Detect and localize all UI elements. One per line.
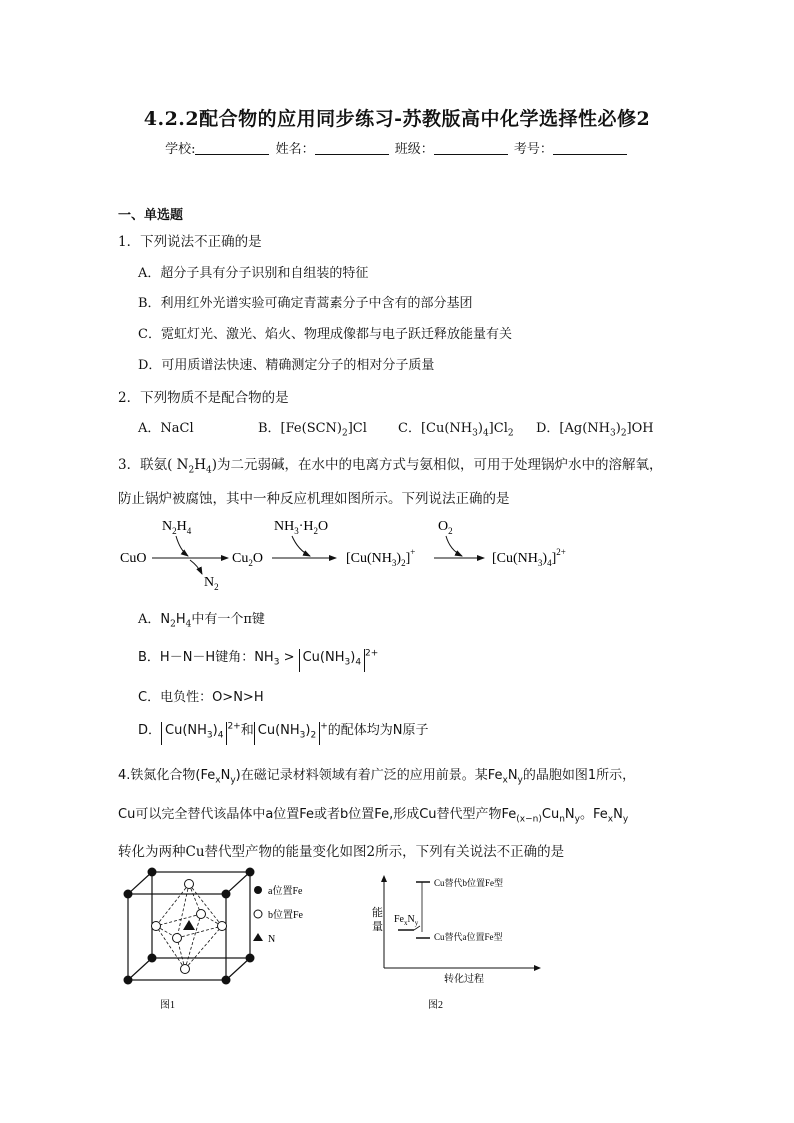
q4-l1-sub2: y [230,775,236,786]
cu2o-label: $Cu_2O$ [232,551,263,568]
q2-b-text: B．[Fe(SCN) [258,421,342,436]
q3-d-c1-sup: 2+ [227,721,241,732]
q3-b-complex-b: ) [350,650,356,665]
q3-option-b[interactable] [138,646,378,672]
section-title: 一、单选题 [118,208,184,223]
figure-2-caption: 图2 [428,1000,443,1011]
q3-d-complex1: Cu(NH [165,723,207,738]
n2h4-curve-arrow [176,536,188,556]
q2-option-b[interactable] [258,417,367,439]
q3-stem-line2: 防止锅炉被腐蚀，其中一种反应机理如图所示。下列说法正确的是 [118,491,510,507]
q4-l1-a: 4.铁氮化合物(Fe [118,768,216,783]
page-title: 4.2.2配合物的应用同步练习-苏教版高中化学选择性必修2 [143,108,651,130]
reactant-label: $Fe_xN_y$ [394,914,419,927]
q3-a-formula: N [160,612,171,627]
q1-option-a[interactable]: A．超分子具有分子识别和自组装的特征 [138,266,369,281]
y-axis-label-2: 量 [372,921,383,933]
cuo-label: CuO [120,551,147,566]
figure-1-unit-cell [110,862,340,1014]
q3-a-prefix: A． [138,612,161,627]
n2h4-label: $N_2H_4$ [162,519,192,536]
figure-1-caption: 图1 [160,1000,175,1011]
q4-l2-c: N [564,807,575,822]
n-atom [183,920,195,930]
class-label: 班级： [394,142,434,157]
q3-option-c[interactable]: C．电负性：O>N>H [138,690,264,705]
q3-d-complex2: Cu(NH [257,723,300,738]
q2-c-mid2: ]Cl [488,421,508,436]
q4-l1-sub1: x [215,775,221,786]
q1-option-b[interactable]: B．利用红外光谱实验可确定青蒿素分子中含有的部分基团 [138,296,473,311]
q3-d-bracket2 [254,722,320,745]
q2-option-a[interactable]: A．NaCl [138,421,194,436]
q4-l2-sub5: y [622,814,629,825]
legend-a-icon [254,886,262,894]
q3-a-sub2: 4 [185,619,192,630]
q3-d-c1-b: ) [212,723,218,738]
nh3-curve-arrow [292,536,310,556]
student-info-line [0,138,794,157]
q2-c-sub3: 2 [507,428,514,439]
q2-d-text: D．[Ag(NH [536,421,610,436]
q3-d-c2-sup: + [320,721,328,732]
q3-option-a[interactable] [138,608,265,630]
q2-d-sub1: 3 [610,428,616,439]
q4-line1 [118,764,635,786]
id-field[interactable] [553,141,627,155]
q4-line3: 转化为两种Cu替代型产物的能量变化如图2所示，下列有关说法不正确的是 [118,844,565,860]
q2-option-d[interactable] [536,417,654,439]
q3-stem-b: H [194,457,206,473]
q2-d-sub2: 2 [620,428,627,439]
q3-a-formula-b: H [175,612,186,627]
y-axis-label-1: 能 [372,907,383,919]
q2-c-sub1: 3 [472,428,478,439]
q4-l2-sub1: (x−n) [516,814,542,825]
q4-l1-sub3: x [502,775,508,786]
legend-n-label: N [268,934,276,945]
q2-c-text: C．[Cu(NH [398,421,473,436]
q4-l2-e: N [613,807,623,822]
q2-stem: 2．下列物质不是配合物的是 [118,390,289,406]
q3-d-prefix: D． [138,723,162,738]
school-label: 学校: [165,142,196,157]
q3-d-and: 和 [240,723,254,738]
q2-d-suffix: ]OH [626,421,654,436]
q4-l1-d: N [507,768,518,783]
q3-stem-sub1: 2 [188,465,195,476]
q1-option-c[interactable]: C．霓虹灯光、激光、焰火、物理成像都与电子跃迁释放能量有关 [138,327,512,342]
high-level-label: Cu替代b位置Fe型 [434,878,504,888]
q3-b-bracket [299,649,365,672]
n2-label: $N_2$ [204,575,219,592]
o2-curve-arrow [446,536,462,556]
q3-b-complex-sub1: 3 [344,657,351,668]
o2-label: $O_2$ [438,519,453,536]
complex1-label: $[Cu(NH_3)_2]^+$ [346,547,416,568]
reaction-mechanism-diagram [110,510,630,595]
q3-d-c2-b: ) [305,723,311,738]
q1-stem: 1．下列说法不正确的是 [118,234,262,250]
q4-l2-sub4: x [607,814,614,825]
low-level-label: Cu替代a位置Fe型 [434,932,503,942]
school-field[interactable] [195,141,269,155]
q4-line2 [118,803,628,825]
q2-option-c[interactable] [398,417,514,439]
figure-2-energy-diagram [360,868,560,1014]
name-field[interactable] [315,141,389,155]
legend-n-icon [253,933,263,941]
q3-stem-c: )为二元弱碱，在水中的电离方式与氨相似，可用于处理锅炉水中的溶解氧， [211,457,663,473]
class-field[interactable] [434,141,508,155]
q2-d-mid: ) [615,421,621,436]
q4-l1-b: N [220,768,231,783]
q2-c-sub2: 4 [482,428,489,439]
q3-stem [118,453,663,476]
q3-d-suffix: 的配体均为N原子 [327,723,429,738]
complex2-label: $[Cu(NH_3)_4]^{2+}$ [492,547,566,568]
q3-stem-a: 3．联氨( N [118,457,189,473]
q2-b-suffix: ]Cl [347,421,367,436]
q3-a-sub1: 2 [170,619,176,630]
q3-b-prefix: B．H－N－H键角：NH [138,650,274,665]
q3-d-c2-sub2: 2 [310,730,317,741]
q3-d-c1-sub1: 3 [206,730,213,741]
q4-l2-sub2: n [559,814,565,825]
legend-a-label: a位置Fe [268,886,303,897]
q3-d-c1-sub2: 4 [217,730,224,741]
q4-l2-b: Cu [541,807,560,822]
q3-b-gt: > [279,650,295,665]
q3-option-d[interactable] [138,719,428,745]
q3-b-complex-sub2: 4 [355,657,362,668]
q4-l1-e: 的晶胞如图1所示， [522,768,636,783]
q4-l2-sub3: y [574,814,580,825]
id-label: 考号： [513,142,553,157]
name-label: 姓名： [275,142,315,157]
x-axis-label: 转化过程 [444,974,484,985]
q3-b-complex: Cu(NH [302,650,345,665]
nh3h2o-label: $NH_3\cdot H_2O$ [274,519,329,536]
q2-c-mid: ) [477,421,483,436]
q2-b-sub: 2 [342,428,348,439]
n2-curve-arrow [190,560,202,574]
q1-option-d[interactable]: D．可用质谱法快速、精确测定分子的相对分子质量 [138,358,435,373]
q3-a-suffix: 中有一个π键 [191,612,265,627]
q3-stem-sub2: 4 [205,465,212,476]
q3-b-sup: 2+ [365,648,379,659]
q4-l1-c: )在磁记录材料领域有着广泛的应用前景。某Fe [235,768,503,783]
q4-l2-d: 。Fe [579,807,608,822]
legend-b-icon [254,910,262,918]
q3-d-c2-sub1: 3 [299,730,306,741]
q3-d-bracket1 [161,722,227,745]
q4-l2-a: Cu可以完全替代该晶体中a位置Fe或者b位置Fe,形成Cu替代型产物Fe [118,807,517,822]
legend-b-label: b位置Fe [268,910,303,921]
q4-l1-sub4: y [517,775,523,786]
q3-b-sub: 3 [273,657,280,668]
